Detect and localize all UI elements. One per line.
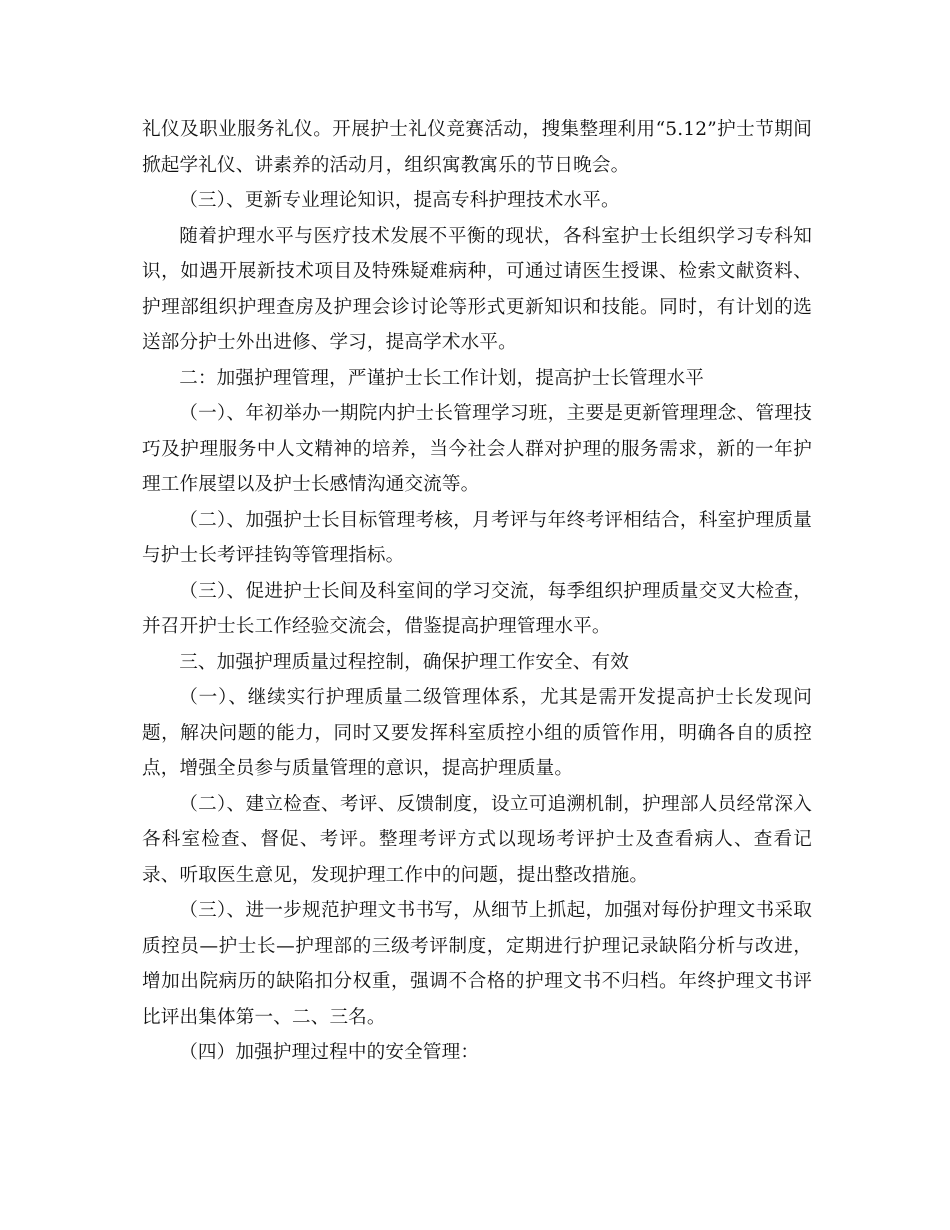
document-body <box>142 112 812 1071</box>
heading-section-2: 二：加强护理管理，严谨护士长工作计划，提高护士长管理水平 <box>179 367 705 389</box>
paragraph-section-2-3: （三）、促进护士长间及科室间的学习交流，每季组织护理质量交叉大检查，并召开护士长工作经验交流会，借鉴提高护理管理水平。 <box>142 580 812 637</box>
paragraph-specialty-knowledge: 随着护理水平与医疗技术发展不平衡的现状，各科室护士长组织学习专科知识，如遇开展新技术项目及特殊疑难病种，可通过请医生授课、检索文献资料、护理部组织护理查房及护理会诊讨论等形式更新知识和技能。同时，有计划的选送部分护士外出进修、学习，提高学术水平。 <box>142 225 812 353</box>
paragraph-section-2-1: （一）、年初举办一期院内护士长管理学习班，主要是更新管理理念、管理技巧及护理服务中人文精神的培养，当今社会人群对护理的服务需求，新的一年护理工作展望以及护士长感情沟通交流等。 <box>142 403 812 495</box>
heading-section-3-4: （四）加强护理过程中的安全管理： <box>179 1042 480 1063</box>
heading-section-3: 三、加强护理质量过程控制，确保护理工作安全、有效 <box>179 651 630 673</box>
paragraph-section-3-1: （一）、继续实行护理质量二级管理体系，尤其是需开发提高护士长发现问题，解决问题的能力，同时又要发挥科室质控小组的质管作用，明确各自的质控点，增强全员参与质量管理的意识，提高护理质量。 <box>142 687 812 779</box>
paragraph-etiquette-continuation: 礼仪及职业服务礼仪。开展护士礼仪竞赛活动，搜集整理利用“5.12”护士节期间掀起学礼仪、讲素养的活动月，组织寓教寓乐的节日晚会。 <box>142 119 812 176</box>
paragraph-section-2-2: （二）、加强护士长目标管理考核，月考评与年终考评相结合，科室护理质量与护士长考评挂钩等管理指标。 <box>142 509 812 566</box>
paragraph-section-3-3: （三）、进一步规范护理文书书写，从细节上抓起，加强对每份护理文书采取质控员—护士长—护理部的三级考评制度，定期进行护理记录缺陷分析与改进，增加出院病历的缺陷扣分权重，强调不合格的护理文书不归档。年终护理文书评比评出集体第一、二、三名。 <box>142 900 812 1028</box>
paragraph-section-3-2: （二）、建立检查、考评、反馈制度，设立可追溯机制，护理部人员经常深入各科室检查、督促、考评。整理考评方式以现场考评护士及查看病人、查看记录、听取医生意见，发现护理工作中的问题，提出整改措施。 <box>142 793 812 886</box>
heading-section-1-3: （三）、更新专业理论知识，提高专科护理技术水平。 <box>179 190 620 211</box>
